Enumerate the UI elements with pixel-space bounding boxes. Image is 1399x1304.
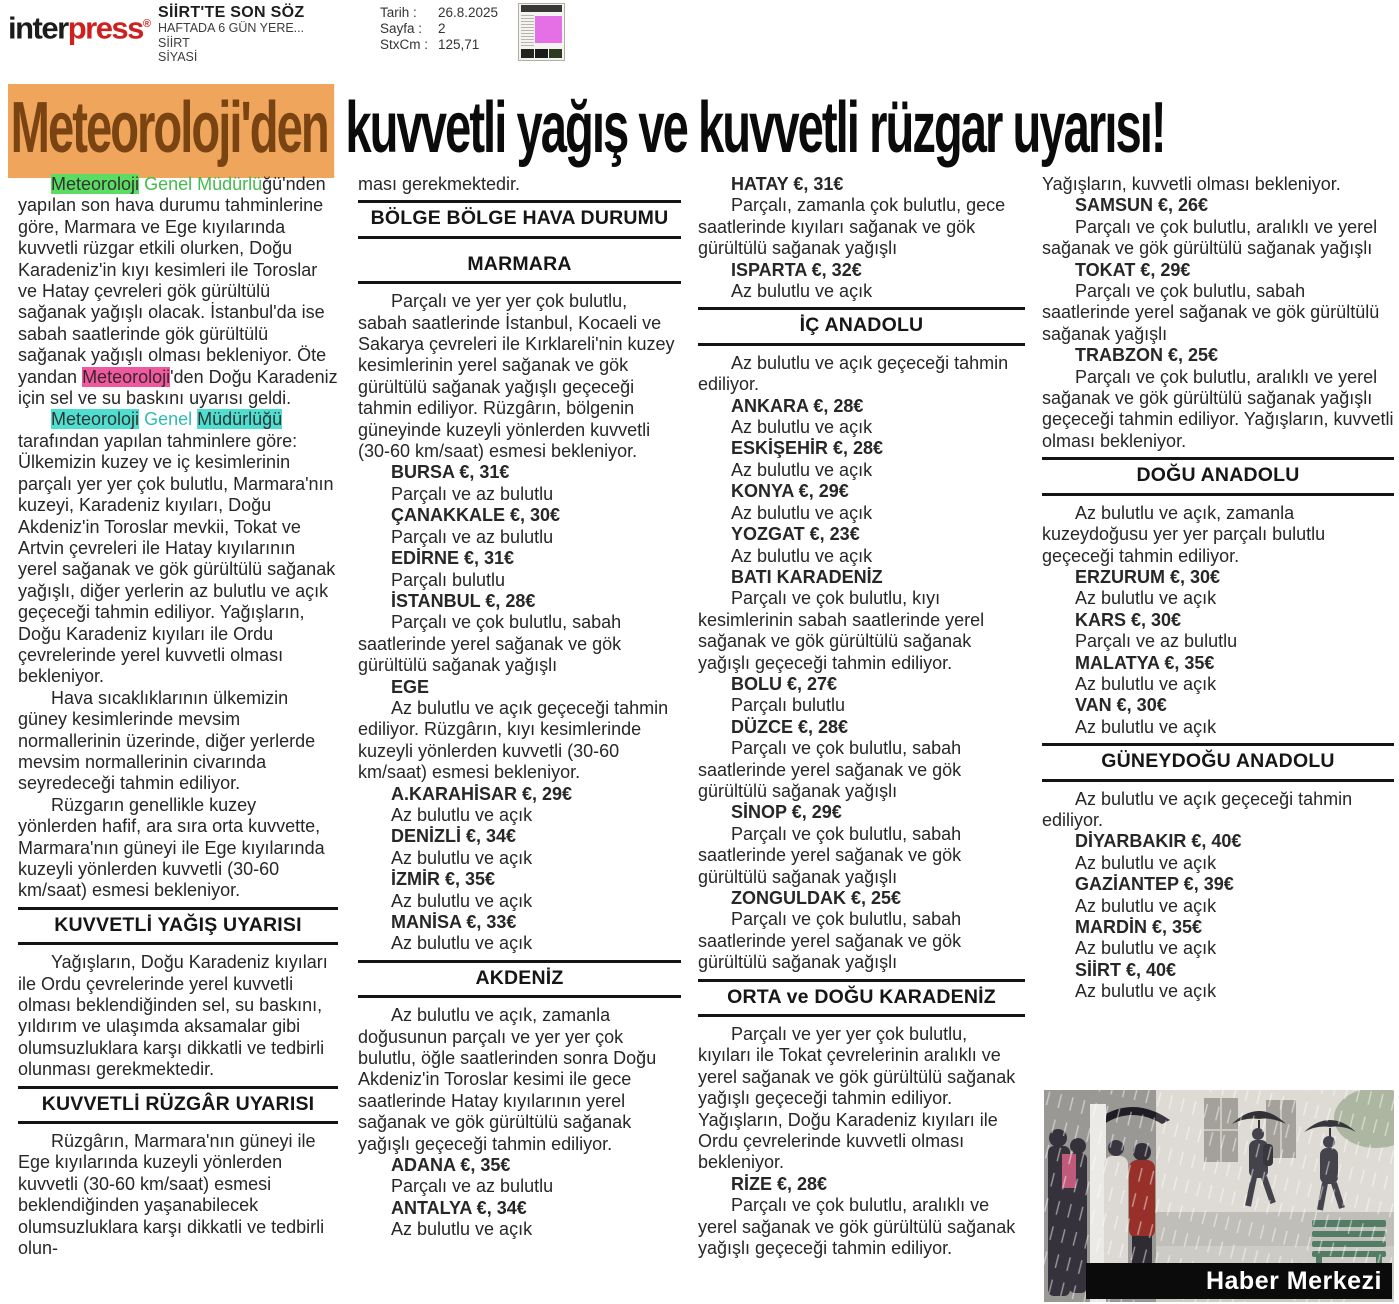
region-section-header: GÜNEYDOĞU ANADOLU: [1042, 743, 1394, 781]
highlighted-term: Meteoroloji: [82, 366, 171, 387]
article-paragraph: Az bulutlu ve açık: [391, 933, 533, 954]
article-paragraph: Az bulutlu ve açık: [1075, 981, 1217, 1002]
clipping-header: [0, 0, 1399, 70]
headline-rest-text: kuvvetli yağış ve kuvvetli rüzgar uyarısı!: [334, 88, 1165, 168]
thumbnail-text-columns: [521, 15, 534, 47]
text-run: ğü'nden yapılan son hava durumu tahminlerine göre, Marmara ve Ege kıyılarında kuvvetli rüzgar etkili olurken, Doğu Karadeniz'in kıyı kesimleri ile Toroslar ve Hatay çevreleri gök gürültülü sağanak yağışlı olacak. İstanbul'da ise sabah saatlerinde gök gürültülü sağanak yağışlı olması bekleniyor. Öte yandan: [18, 174, 327, 387]
article-paragraph: Parçalı ve az bulutlu: [391, 483, 554, 504]
text-run: tarafından yapılan tahminlere göre: Ülkemizin kuzey ve iç kesimlerinin parçalı yer yer çok bulutlu, Marmara'nın kuzeyi, Karadeniz kıyıları, Doğu Akdeniz'in Toroslar mevkii, Tokat ve Artvin çevreleri ile Hatay kıyılarının yerel sağanak ve gök gürültülü sağanak yağışlı, diğer yerlerin az bulutlu ve açık geçeceği tahmin ediliyor. Yağışların, Doğu Karadeniz kıyıları ile Ordu çevrelerinde yerel kuvvetli olması bekleniyor.: [18, 430, 336, 687]
article-paragraph: Az bulutlu ve açık: [731, 459, 873, 480]
outlet-city: SİİRT: [158, 35, 190, 50]
photo-caption: [1086, 1263, 1392, 1299]
city-temperature-line: İZMİR €, 35€: [391, 869, 496, 890]
article-paragraph-continued: Yağışların, kuvvetli olması bekleniyor.: [1042, 174, 1341, 194]
field-stxcm-value: 125,71: [438, 37, 480, 52]
field-page: [380, 21, 498, 37]
region-section-header: ORTA ve DOĞU KARADENİZ: [698, 979, 1025, 1017]
highlighted-term: Meteoroloji: [51, 409, 140, 430]
subregion-label: BATI KARADENİZ: [731, 566, 883, 587]
article-paragraph: Az bulutlu ve açık: [391, 847, 533, 868]
city-temperature-line: ERZURUM €, 30€: [1075, 566, 1221, 587]
city-temperature-line: ESKİŞEHİR €, 28€: [731, 438, 884, 459]
city-temperature-line: GAZİANTEP €, 39€: [1075, 874, 1234, 895]
article-paragraph: Az bulutlu ve açık, zamanla kuzeydoğusu yer yer parçalı bulutlu geçeceği tahmin ediliyor.: [1042, 502, 1326, 566]
article-paragraph: Hava sıcaklıklarının ülkemizin güney kesimlerinde mevsim normallerinin üzerinde, diğer yerlerde mevsim normallerinin civarında seyredeceği tahmin ediliyor.: [18, 687, 316, 794]
field-date-value: 26.8.2025: [438, 5, 499, 20]
article-paragraph: Parçalı, zamanla çok bulutlu, gece saatlerinde kıyıları sağanak ve gök gürültülü sağanak yağışlı: [698, 195, 1006, 259]
outlet-frequency: HAFTADA 6 GÜN YERE...: [158, 21, 305, 35]
article-column-1: [18, 174, 338, 1302]
outlet-name: SİİRT'TE SON SÖZ: [158, 4, 305, 21]
region-section-header: MARMARA: [358, 246, 681, 284]
article-paragraph: Az bulutlu ve açık: [731, 417, 873, 438]
article-paragraph: Az bulutlu ve açık: [391, 890, 533, 911]
city-temperature-line: ANTALYA €, 34€: [391, 1197, 527, 1218]
city-temperature-line: MALATYA €, 35€: [1075, 652, 1215, 673]
article-paragraph: Az bulutlu ve açık geçeceği tahmin ediliyor.: [698, 352, 1009, 395]
field-stxcm-label: StxCm :: [380, 37, 429, 52]
city-temperature-line: ISPARTA €, 32€: [731, 259, 862, 280]
city-temperature-line: DÜZCE €, 28€: [731, 716, 849, 737]
city-temperature-line: TRABZON €, 25€: [1075, 345, 1219, 366]
page-thumbnail: [518, 3, 565, 61]
article-paragraph: Parçalı ve çok bulutlu, aralıklı ve yerel sağanak ve gök gürültülü sağanak yağışlı geçeceği tahmin ediliyor. Yağışların, kuvvetli olması bekleniyor.: [1042, 366, 1394, 451]
article-paragraph: Parçalı ve çok bulutlu, aralıklı ve yerel sağanak ve gök gürültülü sağanak yağışlı geçeceği tahmin ediliyor.: [698, 1195, 1016, 1259]
rain-photo: [1044, 1090, 1394, 1302]
clipping-meta-fields: [380, 5, 498, 53]
city-temperature-line: BURSA €, 31€: [391, 462, 510, 483]
article-paragraph: Az bulutlu ve açık geçeceği tahmin ediliyor. Rüzgârın, kıyı kesimlerinde kuzeyli yönlerden kuvvetli (30-60 km/saat) esmesi bekleniyor.: [358, 697, 669, 783]
article-column-2: [358, 174, 681, 1302]
field-date: [380, 5, 498, 21]
article-paragraph: [18, 409, 338, 687]
highlighted-term: Genel Müdürlü: [144, 174, 263, 194]
region-section-header: DOĞU ANADOLU: [1042, 457, 1394, 495]
article-column-3: [698, 174, 1025, 1302]
article-paragraph: Az bulutlu ve açık: [391, 1219, 533, 1240]
article-paragraph: Az bulutlu ve açık: [1075, 895, 1217, 916]
region-section-header: BÖLGE BÖLGE HAVA DURUMU: [358, 200, 681, 238]
article-paragraph: Az bulutlu ve açık: [1075, 588, 1217, 609]
outlet-info: [158, 4, 304, 65]
region-section-header: KUVVETLİ YAĞIŞ UYARISI: [18, 907, 338, 945]
subregion-label: EGE: [391, 676, 430, 697]
highlighted-term: Meteoroloji: [51, 174, 140, 194]
city-temperature-line: MARDİN €, 35€: [1075, 917, 1203, 937]
article-paragraph: Az bulutlu ve açık, zamanla doğusunun parçalı ve yer yer çok bulutlu, öğle saatlerinden sonra Doğu Akdeniz'in Toroslar kesimi ile gece saatlerinde Hatay kıyılarının yerel sağanak ve gök gürültülü sağanak yağışlı geçeceği tahmin ediliyor.: [358, 1005, 657, 1154]
article-paragraph: Parçalı ve çok bulutlu, sabah saatlerinde yerel sağanak ve gök gürültülü sağanak yağışlı: [698, 909, 962, 973]
field-date-label: Tarih :: [380, 5, 417, 20]
article-paragraph: Parçalı ve çok bulutlu, sabah saatlerinde yerel sağanak ve gök gürültülü sağanak yağışlı: [698, 738, 962, 801]
article-paragraph: Parçalı ve yer yer çok bulutlu, kıyıları ile Tokat çevrelerinin aralıklı ve yerel sağanak ve gök gürültülü sağanak yağışlı geçeceği tahmin ediliyor. Yağışların, Doğu Karadeniz kıyıları ile Ordu çevrelerinde kuvvetli olması bekleniyor.: [698, 1024, 1016, 1173]
article-paragraph: Parçalı ve az bulutlu: [391, 526, 554, 547]
city-temperature-line: SAMSUN €, 26€: [1075, 195, 1209, 216]
region-section-header: AKDENİZ: [358, 960, 681, 998]
article-paragraph: Parçalı ve yer yer çok bulutlu, sabah saatlerinde İstanbul, Kocaeli ve Sakarya çevreleri ile Kırklareli'nin kuzey kesimlerinin yerel sağanak ve gök gürültülü sağanak yağışlı geçeceği tahmin ediliyor. Rüzgârın, bölgenin güneyinde kuzeyli yönlerden kuvvetli (30-60 km/saat) esmesi bekleniyor.: [358, 291, 675, 462]
logo-text-press: press: [67, 10, 143, 46]
region-section-header: İÇ ANADOLU: [698, 307, 1025, 345]
article-paragraph: Az bulutlu ve açık: [1075, 852, 1217, 873]
article-paragraph: Parçalı ve az bulutlu: [1075, 631, 1238, 652]
article-paragraph: Az bulutlu ve açık geçeceği tahmin ediliyor.: [1042, 788, 1353, 830]
thumbnail-ad-row: [521, 49, 562, 58]
article-paragraph: Parçalı bulutlu: [391, 569, 506, 590]
highlighted-term: Müdürlüğü: [197, 409, 283, 430]
region-section-header: KUVVETLİ RÜZGÂR UYARISI: [18, 1086, 338, 1124]
article-paragraph: Parçalı ve çok bulutlu, sabah saatlerinde yerel sağanak ve gök gürültülü sağanak yağışlı: [1042, 281, 1380, 344]
city-temperature-line: A.KARAHİSAR €, 29€: [391, 783, 573, 804]
article-paragraph: Az bulutlu ve açık: [1075, 716, 1217, 737]
city-temperature-line: SİNOP €, 29€: [731, 802, 842, 823]
city-temperature-line: TOKAT €, 29€: [1075, 259, 1191, 280]
article-paragraph: Parçalı ve az bulutlu: [391, 1176, 554, 1197]
field-stxcm: [380, 37, 498, 53]
city-temperature-line: DİYARBAKIR €, 40€: [1075, 831, 1242, 852]
article-paragraph-continued: ması gerekmektedir.: [358, 174, 521, 194]
article-paragraph: Az bulutlu ve açık: [731, 545, 873, 566]
logo-text-inter: inter: [8, 10, 68, 46]
article-paragraph: Parçalı ve çok bulutlu, aralıklı ve yerel sağanak ve gök gürültülü sağanak yağışlı: [1042, 216, 1378, 259]
article-headline: [8, 90, 1399, 166]
field-page-label: Sayfa :: [380, 21, 423, 36]
article-paragraph: Az bulutlu ve açık: [731, 281, 873, 302]
article-paragraph: Az bulutlu ve açık: [1075, 673, 1217, 694]
city-temperature-line: YOZGAT €, 23€: [731, 524, 860, 545]
article-paragraph: Az bulutlu ve açık: [391, 804, 533, 825]
city-temperature-line: DENİZLİ €, 34€: [391, 826, 517, 847]
city-temperature-line: EDİRNE €, 31€: [391, 548, 515, 569]
article-paragraph: Rüzgârın, Marmara'nın güneyi ile Ege kıyılarında kuzeyli yönlerden kuvvetli (30-60 km/saat) esmesi beklendiğinden yaşanabilecek olumsuzluklara karşı dikkatli ve tedbirli olun-: [18, 1131, 325, 1259]
city-temperature-line: İSTANBUL €, 28€: [391, 590, 536, 611]
registered-mark-icon: ®: [142, 18, 152, 30]
text-run: 'den Doğu Karadeniz için sel ve su baskını uyarısı geldi.: [18, 366, 338, 409]
article-paragraph: Parçalı ve çok bulutlu, kıyı kesimlerinin sabah saatlerinde yerel sağanak ve gök gürültülü sağanak yağışlı geçeceği tahmin ediliyor.: [698, 588, 985, 673]
article-paragraph: Rüzgarın genellikle kuzey yönlerden hafif, ara sıra orta kuvvette, Marmara'nın güneyi ile Ege kıyılarında kuzeyli yönlerden kuvvetli (30-60 km/saat) esmesi bekleniyor.: [18, 794, 325, 901]
article-paragraph: [18, 174, 338, 409]
city-temperature-line: SİİRT €, 40€: [1075, 959, 1177, 980]
thumbnail-article-highlight: [535, 16, 562, 43]
field-page-value: 2: [438, 21, 446, 36]
city-temperature-line: ÇANAKKALE €, 30€: [391, 505, 561, 526]
article-paragraph: Parçalı ve çok bulutlu, sabah saatlerinde yerel sağanak ve gök gürültülü sağanak yağışlı: [698, 823, 962, 887]
city-temperature-line: BOLU €, 27€: [731, 673, 838, 694]
article-paragraph: Yağışların, Doğu Karadeniz kıyıları ile Ordu çevrelerinde yerel kuvvetli olması beklendiğinden sel, su baskını, yıldırım ve ulaşımda aksamalar gibi olumsuzluklara karşı dikkatli ve tedbirli olunması gerekmektedir.: [18, 952, 328, 1080]
photo-caption-text: Haber Merkezi: [1205, 1266, 1382, 1295]
article-paragraph: Parçalı ve çok bulutlu, sabah saatlerinde yerel sağanak ve gök gürültülü sağanak yağışlı: [358, 612, 622, 676]
city-temperature-line: ZONGULDAK €, 25€: [731, 888, 902, 908]
article-paragraph: Parçalı bulutlu: [731, 695, 846, 716]
outlet-category: SİYASİ: [158, 50, 198, 64]
thumbnail-masthead: [521, 5, 562, 12]
city-temperature-line: ANKARA €, 28€: [731, 395, 864, 416]
city-temperature-line: MANİSA €, 33€: [391, 912, 517, 932]
article-paragraph: Az bulutlu ve açık: [1075, 938, 1217, 959]
interpress-logo: [8, 8, 151, 44]
article-paragraph: Az bulutlu ve açık: [731, 502, 873, 523]
city-temperature-line: KARS €, 30€: [1075, 609, 1182, 630]
city-temperature-line: ADANA €, 35€: [391, 1155, 511, 1176]
city-temperature-line: RİZE €, 28€: [731, 1173, 828, 1194]
highlighted-term: Genel: [144, 409, 193, 430]
city-temperature-line: VAN €, 30€: [1075, 695, 1167, 716]
city-temperature-line: KONYA €, 29€: [731, 481, 849, 502]
city-temperature-line: HATAY €, 31€: [731, 174, 844, 194]
headline-highlighted-word: Meteoroloji'den: [8, 84, 334, 178]
